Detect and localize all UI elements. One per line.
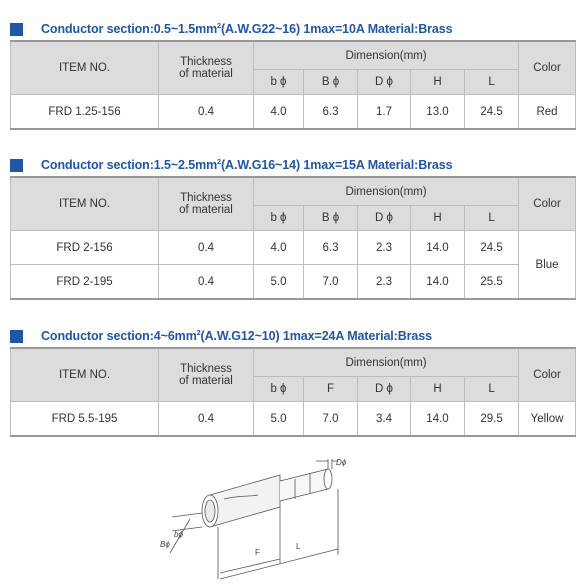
cell-value: 29.5: [465, 402, 519, 437]
terminal-diagram: [150, 455, 370, 585]
header-color: Color: [519, 348, 576, 402]
header-col: D ϕ: [358, 70, 411, 95]
table-row: [11, 231, 576, 265]
header-col: b ϕ: [254, 206, 304, 231]
header-col: L: [465, 206, 519, 231]
spec-section-3: [10, 327, 575, 425]
cell-value: 4.0: [254, 231, 304, 265]
header-col: H: [411, 70, 465, 95]
header-col: H: [411, 206, 465, 231]
cell-value: 6.3: [304, 95, 358, 130]
heading-text: Conductor $section:1.5\sim 2.5mm^2(A.W.G16\sim 14)$ 1max=15A Material:Brass: [41, 158, 453, 172]
header-item-no: ITEM NO.: [11, 177, 159, 231]
cell-value: 14.0: [411, 231, 465, 265]
cell-value: 5.0: [254, 265, 304, 300]
header-col: D ϕ: [358, 377, 411, 402]
cell-value: 3.4: [358, 402, 411, 437]
spec-table-1: [10, 40, 576, 130]
cell-value: 14.0: [411, 402, 465, 437]
cell-value: 24.5: [465, 231, 519, 265]
section-heading: [10, 327, 575, 347]
header-col: F: [304, 377, 358, 402]
table-row: [11, 265, 576, 300]
spec-section-1: [10, 20, 575, 118]
terminal-barrel: [210, 475, 280, 527]
section-heading: [10, 20, 575, 40]
heading-bullet: [10, 23, 23, 36]
cell-color: Red: [519, 95, 576, 130]
cell-thickness: 0.4: [159, 95, 254, 130]
cell-value: 24.5: [465, 95, 519, 130]
header-dimension: Dimension(mm): [254, 41, 519, 70]
header-col: D ϕ: [358, 206, 411, 231]
heading-bullet: [10, 159, 23, 172]
cell-thickness: 0.4: [159, 265, 254, 300]
header-color: Color: [519, 41, 576, 95]
heading-text: Conductor $section:4\sim 6mm^2(A.W.G12\sim 10)$ 1max=24A Material:Brass: [41, 329, 432, 343]
cell-value: 1.7: [358, 95, 411, 130]
label-b: bϕ: [174, 530, 183, 539]
spec-section-2: [10, 156, 575, 288]
header-item-no: ITEM NO.: [11, 41, 159, 95]
cell-value: 7.0: [304, 265, 358, 300]
cell-color: Blue: [519, 231, 576, 300]
header-col: L: [465, 70, 519, 95]
header-col: B ϕ: [304, 206, 358, 231]
cell-value: 7.0: [304, 402, 358, 437]
header-thickness: Thickness of material: [159, 177, 254, 231]
header-dimension: Dimension(mm): [254, 177, 519, 206]
cell-value: 13.0: [411, 95, 465, 130]
cell-item: FRD 5.5-195: [11, 402, 159, 437]
cell-value: 5.0: [254, 402, 304, 437]
table-row: [11, 402, 576, 437]
header-thickness: Thickness of material: [159, 41, 254, 95]
label-f: F: [255, 548, 260, 557]
header-col: b ϕ: [254, 377, 304, 402]
header-col: B ϕ: [304, 70, 358, 95]
header-col: b ϕ: [254, 70, 304, 95]
terminal-pin: [280, 469, 328, 501]
cell-thickness: 0.4: [159, 231, 254, 265]
cell-value: 2.3: [358, 265, 411, 300]
label-l: L: [296, 542, 301, 551]
cell-value: 25.5: [465, 265, 519, 300]
cell-color: Yellow: [519, 402, 576, 437]
cell-value: 4.0: [254, 95, 304, 130]
header-thickness: Thickness of material: [159, 348, 254, 402]
header-col: H: [411, 377, 465, 402]
heading-text: Conductor $section:0.5\sim 1.5mm^2(A.W.G22\sim 16)$ 1max=10A Material:Brass: [41, 22, 453, 36]
cell-value: 14.0: [411, 265, 465, 300]
label-B: Bϕ: [160, 540, 170, 549]
label-d: Dϕ: [336, 458, 347, 467]
heading-bullet: [10, 330, 23, 343]
header-dimension: Dimension(mm): [254, 348, 519, 377]
header-col: L: [465, 377, 519, 402]
table-row: [11, 95, 576, 130]
cell-value: 6.3: [304, 231, 358, 265]
section-heading: [10, 156, 575, 176]
header-item-no: ITEM NO.: [11, 348, 159, 402]
spec-table-2: [10, 176, 576, 300]
header-color: Color: [519, 177, 576, 231]
cell-item: FRD 2-195: [11, 265, 159, 300]
cell-value: 2.3: [358, 231, 411, 265]
cell-item: FRD 1.25-156: [11, 95, 159, 130]
cell-thickness: 0.4: [159, 402, 254, 437]
cell-item: FRD 2-156: [11, 231, 159, 265]
spec-table-3: [10, 347, 576, 437]
